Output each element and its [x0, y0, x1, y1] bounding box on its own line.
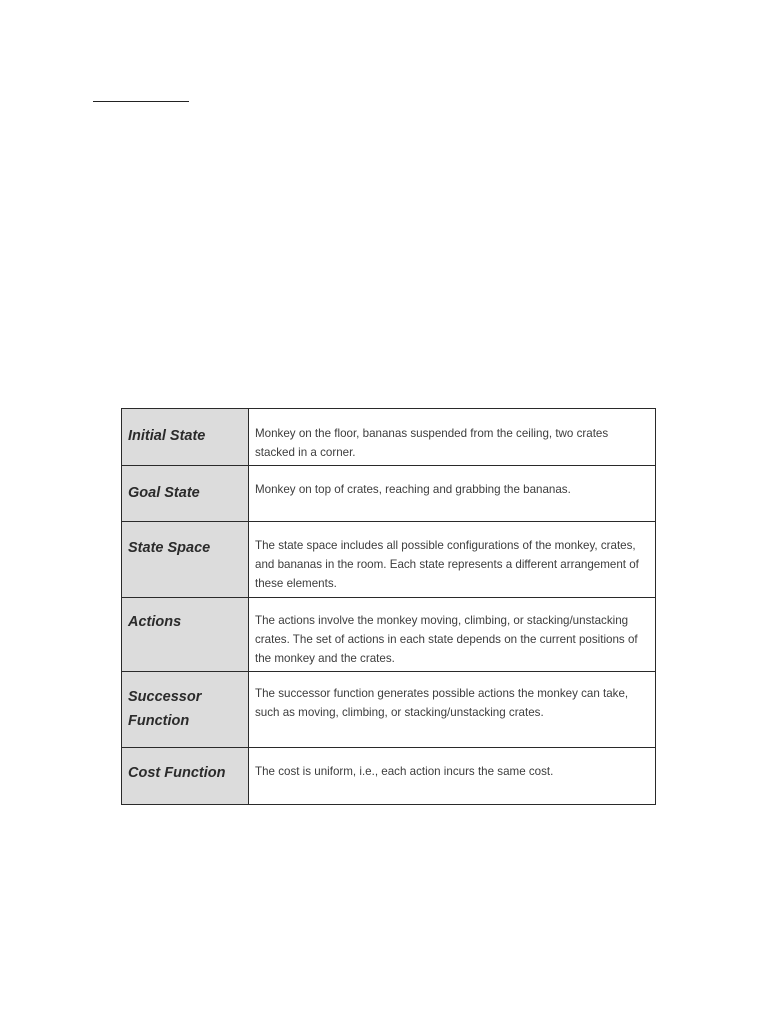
- row-label: Actions: [122, 598, 249, 672]
- row-label: State Space: [122, 522, 249, 598]
- row-label: Goal State: [122, 466, 249, 522]
- table-row-cost-function: [122, 748, 656, 805]
- row-description: The actions involve the monkey moving, climbing, or stacking/unstacking crates. The set of actions in each state depends on the current positions of the monkey and the crates.: [249, 598, 656, 672]
- table-row-actions: [122, 598, 656, 672]
- row-description: The state space includes all possible configurations of the monkey, crates, and bananas in the room. Each state represents a different arrangement of these elements.: [249, 522, 656, 598]
- header-rule: [93, 101, 189, 102]
- table-row-initial-state: [122, 409, 656, 466]
- table-row-goal-state: [122, 466, 656, 522]
- row-description: The successor function generates possible actions the monkey can take, such as moving, climbing, or stacking/unstacking crates.: [249, 672, 656, 748]
- row-description: The cost is uniform, i.e., each action incurs the same cost.: [249, 748, 656, 805]
- row-label: Initial State: [122, 409, 249, 466]
- table-row-successor-function: [122, 672, 656, 748]
- table-row-state-space: [122, 522, 656, 598]
- row-description: Monkey on the floor, bananas suspended from the ceiling, two crates stacked in a corner.: [249, 409, 656, 466]
- problem-formulation-table: [121, 408, 656, 805]
- row-label: Cost Function: [122, 748, 249, 805]
- row-description: Monkey on top of crates, reaching and grabbing the bananas.: [249, 466, 656, 522]
- row-label: Successor Function: [122, 672, 249, 748]
